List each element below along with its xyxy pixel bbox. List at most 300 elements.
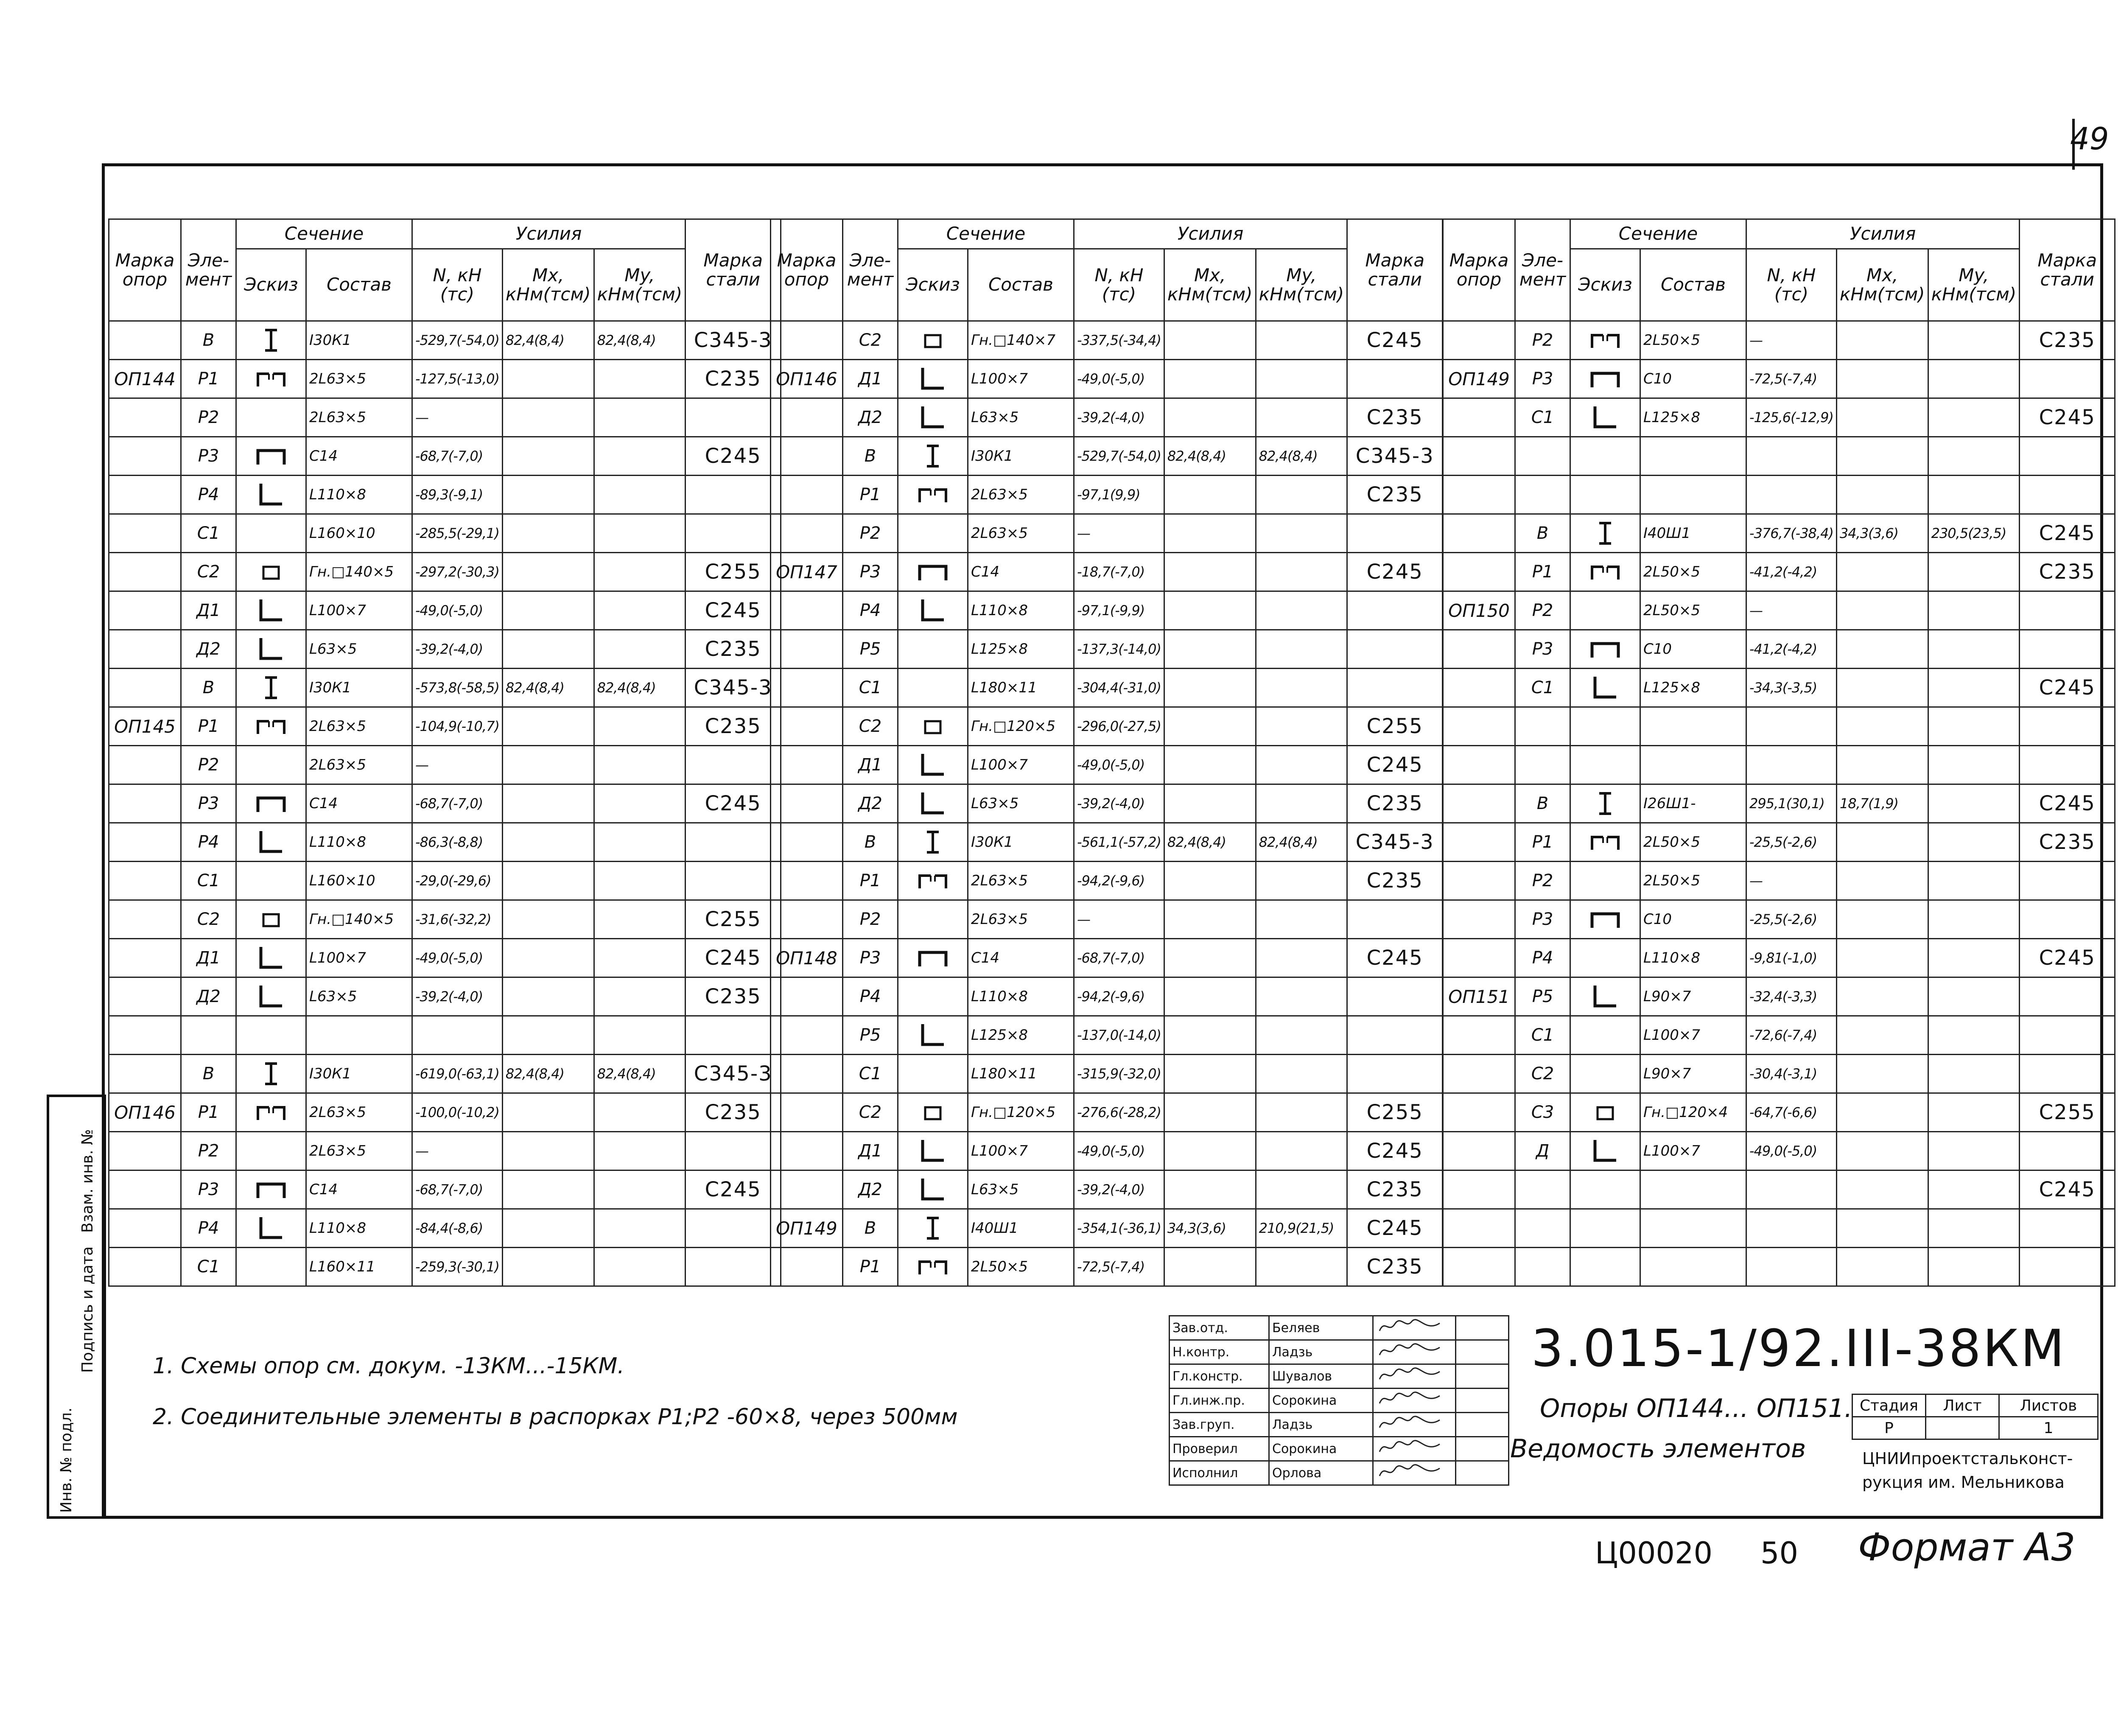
double-angle-section-icon: [918, 873, 948, 890]
steel-grade-cell: [1347, 360, 1443, 398]
moment-y-cell: [1256, 669, 1347, 707]
note-1: 1. Схемы опор см. докум. -13КМ...-15КМ.: [153, 1353, 624, 1379]
composition-cell: L100×7: [306, 591, 412, 630]
element-cell: Р1: [181, 360, 236, 398]
support-mark-cell: [1443, 784, 1515, 823]
axial-force-cell: -297,2(-30,3): [412, 553, 503, 591]
composition-cell: L160×10: [306, 862, 412, 900]
tube-section-icon: [923, 720, 942, 735]
steel-grade-cell: С345-3: [1347, 823, 1443, 862]
moment-y-cell: [594, 514, 686, 553]
steel-grade-cell: [2020, 476, 2115, 514]
moment-y-cell: [1928, 669, 2020, 707]
sketch-cell: [1570, 514, 1640, 553]
header-composition: Состав: [1640, 249, 1746, 321]
header-steel-grade: Марка стали: [686, 219, 781, 321]
support-mark-cell: [1443, 707, 1515, 746]
sketch-cell: [1570, 939, 1640, 977]
sketch-cell: [236, 746, 306, 784]
moment-x-cell: [502, 437, 594, 476]
moment-y-cell: [1928, 1016, 2020, 1055]
moment-y-cell: [594, 591, 686, 630]
moment-x-cell: [502, 784, 594, 823]
support-mark-cell: [109, 900, 181, 939]
table-row: [109, 823, 781, 862]
element-cell: Р3: [1515, 360, 1570, 398]
table-row: [1443, 669, 2115, 707]
sketch-cell: [236, 1016, 306, 1055]
composition-cell: L125×8: [968, 1016, 1074, 1055]
axial-force-cell: [1746, 1248, 1837, 1286]
element-cell: С2: [1515, 1055, 1570, 1093]
moment-y-cell: [1928, 321, 2020, 360]
moment-y-cell: [594, 476, 686, 514]
element-cell: Р4: [843, 591, 898, 630]
moment-x-cell: [502, 707, 594, 746]
composition-cell: L90×7: [1640, 1055, 1746, 1093]
angle-section-icon: [1592, 1139, 1618, 1163]
table-row: [771, 1132, 1443, 1170]
element-cell: В: [843, 1209, 898, 1248]
element-cell: [1515, 707, 1570, 746]
composition-cell: L100×7: [1640, 1016, 1746, 1055]
approval-row: [1170, 1389, 1509, 1413]
moment-x-cell: [1164, 553, 1256, 591]
moment-y-cell: [1928, 900, 2020, 939]
element-cell: Д: [1515, 1132, 1570, 1170]
moment-x-cell: [1164, 784, 1256, 823]
axial-force-cell: —: [412, 746, 503, 784]
axial-force-cell: -104,9(-10,7): [412, 707, 503, 746]
moment-y-cell: [1256, 1016, 1347, 1055]
support-mark-cell: [771, 977, 843, 1016]
support-mark-cell: [771, 591, 843, 630]
moment-x-cell: 82,4(8,4): [502, 669, 594, 707]
steel-grade-cell: С345-3: [686, 321, 781, 360]
table-row: [109, 1055, 781, 1093]
support-mark-cell: [109, 1132, 181, 1170]
composition-cell: L100×7: [968, 360, 1074, 398]
moment-x-cell: [1836, 630, 1928, 669]
moment-y-cell: [594, 1170, 686, 1209]
moment-x-cell: [1836, 900, 1928, 939]
moment-y-cell: [1256, 630, 1347, 669]
sketch-cell: [898, 1248, 968, 1286]
moment-x-cell: [1836, 553, 1928, 591]
sketch-cell: [1570, 862, 1640, 900]
angle-section-icon: [920, 406, 946, 429]
steel-grade-cell: С235: [686, 360, 781, 398]
support-mark-cell: [1443, 1093, 1515, 1132]
support-mark-cell: ОП146: [771, 360, 843, 398]
sketch-cell: [1570, 823, 1640, 862]
sketch-cell: [898, 437, 968, 476]
steel-grade-cell: С235: [1347, 398, 1443, 437]
composition-cell: Гн.□120×5: [968, 707, 1074, 746]
support-mark-cell: [771, 1248, 843, 1286]
axial-force-cell: -561,1(-57,2): [1074, 823, 1164, 862]
composition-cell: L63×5: [968, 784, 1074, 823]
element-cell: С2: [843, 1093, 898, 1132]
side-stamp-inv: Инв. № подл.: [58, 1407, 75, 1513]
moment-x-cell: [1164, 1055, 1256, 1093]
axial-force-cell: [1746, 1209, 1837, 1248]
composition-cell: 2L50×5: [1640, 321, 1746, 360]
composition-cell: L125×8: [968, 630, 1074, 669]
element-cell: Р1: [843, 862, 898, 900]
table-row: [771, 939, 1443, 977]
element-cell: [181, 1016, 236, 1055]
moment-x-cell: [502, 1093, 594, 1132]
header-marka-opor: Марка опор: [771, 219, 843, 321]
element-cell: Р2: [181, 1132, 236, 1170]
support-mark-cell: [1443, 514, 1515, 553]
table-row: [771, 669, 1443, 707]
axial-force-cell: -376,7(-38,4): [1746, 514, 1837, 553]
sketch-cell: [898, 630, 968, 669]
support-mark-cell: [771, 784, 843, 823]
moment-y-cell: [594, 939, 686, 977]
channel-section-icon: [1590, 371, 1620, 388]
moment-x-cell: [1164, 862, 1256, 900]
table-row: [109, 360, 781, 398]
moment-x-cell: 34,3(3,6): [1164, 1209, 1256, 1248]
moment-y-cell: [1256, 900, 1347, 939]
header-section: Сечение: [236, 219, 412, 249]
sketch-cell: [236, 823, 306, 862]
table-row: [1443, 630, 2115, 669]
steel-grade-cell: [686, 476, 781, 514]
header-element: Эле- мент: [843, 219, 898, 321]
header-section: Сечение: [898, 219, 1074, 249]
moment-y-cell: [594, 1132, 686, 1170]
moment-x-cell: [1836, 360, 1928, 398]
moment-y-cell: [1256, 398, 1347, 437]
element-cell: Р2: [843, 900, 898, 939]
approval-row: [1170, 1461, 1509, 1485]
angle-section-icon: [258, 637, 284, 661]
table-row: [771, 514, 1443, 553]
element-cell: Р4: [181, 1209, 236, 1248]
support-mark-cell: [1443, 900, 1515, 939]
moment-x-cell: [502, 823, 594, 862]
support-mark-cell: [1443, 1248, 1515, 1286]
axial-force-cell: -9,81(-1,0): [1746, 939, 1837, 977]
moment-x-cell: [1836, 1132, 1928, 1170]
table-row: [771, 398, 1443, 437]
moment-y-cell: 82,4(8,4): [594, 321, 686, 360]
table-row: [109, 321, 781, 360]
table-row: [109, 398, 781, 437]
steel-grade-cell: [2020, 437, 2115, 476]
moment-y-cell: [1928, 437, 2020, 476]
steel-grade-cell: С345-3: [686, 1055, 781, 1093]
composition-cell: I30К1: [306, 669, 412, 707]
support-mark-cell: [1443, 862, 1515, 900]
moment-y-cell: [1928, 1248, 2020, 1286]
support-mark-cell: [109, 1016, 181, 1055]
axial-force-cell: -49,0(-5,0): [412, 939, 503, 977]
side-stamp: [47, 1095, 106, 1519]
composition-cell: L160×11: [306, 1248, 412, 1286]
moment-y-cell: [594, 398, 686, 437]
document-title-line2: Ведомость элементов: [1510, 1434, 1806, 1464]
sketch-cell: [1570, 437, 1640, 476]
steel-grade-cell: С245: [2020, 1170, 2115, 1209]
composition-cell: L110×8: [306, 476, 412, 514]
sketch-cell: [1570, 360, 1640, 398]
steel-grade-cell: [2020, 862, 2115, 900]
element-cell: Д2: [843, 398, 898, 437]
moment-y-cell: [1256, 591, 1347, 630]
axial-force-cell: -285,5(-29,1): [412, 514, 503, 553]
axial-force-cell: -18,7(-7,0): [1074, 553, 1164, 591]
support-mark-cell: [109, 746, 181, 784]
header-forces: Усилия: [412, 219, 686, 249]
sketch-cell: [1570, 669, 1640, 707]
support-mark-cell: ОП147: [771, 553, 843, 591]
moment-x-cell: [502, 360, 594, 398]
steel-grade-cell: [1347, 977, 1443, 1016]
steel-grade-cell: С235: [1347, 862, 1443, 900]
table-row: [1443, 1055, 2115, 1093]
moment-y-cell: [1256, 1132, 1347, 1170]
steel-grade-cell: С235: [2020, 321, 2115, 360]
support-mark-cell: [771, 900, 843, 939]
moment-y-cell: [594, 1016, 686, 1055]
side-stamp-replaced-inv: Взам. инв. №: [79, 1129, 96, 1233]
axial-force-cell: -354,1(-36,1): [1074, 1209, 1164, 1248]
sketch-cell: [1570, 746, 1640, 784]
moment-y-cell: [1256, 321, 1347, 360]
approval-name: Сорокина: [1269, 1389, 1373, 1413]
table-row: [109, 591, 781, 630]
table-row: [1443, 823, 2115, 862]
support-mark-cell: [771, 514, 843, 553]
moment-x-cell: [502, 1170, 594, 1209]
steel-grade-cell: С235: [686, 707, 781, 746]
axial-force-cell: -89,3(-9,1): [412, 476, 503, 514]
support-mark-cell: ОП144: [109, 360, 181, 398]
moment-x-cell: [1836, 1093, 1928, 1132]
moment-x-cell: [1836, 862, 1928, 900]
steel-grade-cell: [1347, 630, 1443, 669]
steel-grade-cell: [1347, 1016, 1443, 1055]
composition-cell: Гн.□140×5: [306, 900, 412, 939]
sketch-cell: [1570, 1248, 1640, 1286]
support-mark-cell: [109, 591, 181, 630]
steel-grade-cell: [1347, 591, 1443, 630]
sketch-cell: [898, 321, 968, 360]
moment-x-cell: [502, 1016, 594, 1055]
steel-grade-cell: [2020, 1209, 2115, 1248]
axial-force-cell: -97,1(-9,9): [1074, 591, 1164, 630]
sketch-cell: [898, 784, 968, 823]
composition-cell: I40Ш1: [1640, 514, 1746, 553]
support-mark-cell: ОП145: [109, 707, 181, 746]
approval-row: [1170, 1437, 1509, 1461]
support-mark-cell: [771, 862, 843, 900]
composition-cell: L63×5: [968, 398, 1074, 437]
element-cell: С2: [843, 707, 898, 746]
element-cell: В: [181, 669, 236, 707]
moment-x-cell: 82,4(8,4): [502, 321, 594, 360]
support-mark-cell: [771, 1132, 843, 1170]
header-section: Сечение: [1570, 219, 1746, 249]
axial-force-cell: -49,0(-5,0): [1074, 360, 1164, 398]
sketch-cell: [236, 476, 306, 514]
tube-section-icon: [262, 565, 280, 580]
tube-section-icon: [923, 333, 942, 349]
moment-y-cell: [1256, 1248, 1347, 1286]
composition-cell: L100×7: [1640, 1132, 1746, 1170]
moment-y-cell: [1928, 398, 2020, 437]
composition-cell: [1640, 476, 1746, 514]
composition-cell: L110×8: [306, 823, 412, 862]
table-row: [109, 862, 781, 900]
table-row: [771, 862, 1443, 900]
approval-name: Ладзь: [1269, 1340, 1373, 1364]
steel-grade-cell: [2020, 1248, 2115, 1286]
moment-y-cell: [1256, 1093, 1347, 1132]
steel-grade-cell: [686, 862, 781, 900]
support-mark-cell: [771, 398, 843, 437]
moment-x-cell: 18,7(1,9): [1836, 784, 1928, 823]
axial-force-cell: -276,6(-28,2): [1074, 1093, 1164, 1132]
axial-force-cell: -41,2(-4,2): [1746, 553, 1837, 591]
element-cell: В: [843, 823, 898, 862]
moment-y-cell: [1256, 360, 1347, 398]
steel-grade-cell: С245: [1347, 321, 1443, 360]
i-beam-section-icon: [1597, 521, 1614, 545]
table-row: [1443, 360, 2115, 398]
axial-force-cell: -125,6(-12,9): [1746, 398, 1837, 437]
angle-section-icon: [1592, 406, 1618, 429]
table-row: [1443, 707, 2115, 746]
moment-y-cell: [1256, 862, 1347, 900]
axial-force-cell: -68,7(-7,0): [1074, 939, 1164, 977]
moment-x-cell: 34,3(3,6): [1836, 514, 1928, 553]
moment-x-cell: [1836, 1170, 1928, 1209]
steel-grade-cell: С245: [2020, 939, 2115, 977]
moment-x-cell: 82,4(8,4): [1164, 437, 1256, 476]
steel-grade-cell: С235: [686, 1093, 781, 1132]
support-mark-cell: [771, 321, 843, 360]
header-sketch: Эскиз: [898, 249, 968, 321]
angle-section-icon: [920, 1023, 946, 1047]
support-mark-cell: [1443, 823, 1515, 862]
support-mark-cell: [1443, 746, 1515, 784]
composition-cell: L110×8: [968, 977, 1074, 1016]
axial-force-cell: -72,6(-7,4): [1746, 1016, 1837, 1055]
support-mark-cell: [109, 1170, 181, 1209]
double-angle-section-icon: [1590, 834, 1620, 851]
composition-cell: С14: [968, 553, 1074, 591]
axial-force-cell: -29,0(-29,6): [412, 862, 503, 900]
double-angle-section-icon: [918, 487, 948, 504]
table-row: [109, 1209, 781, 1248]
moment-x-cell: [502, 746, 594, 784]
sketch-cell: [898, 823, 968, 862]
sketch-cell: [1570, 1055, 1640, 1093]
moment-x-cell: [1836, 591, 1928, 630]
composition-cell: С10: [1640, 360, 1746, 398]
sheets-value: 1: [1999, 1417, 2098, 1439]
side-stamp-signature-date: Подпись и дата: [79, 1246, 96, 1373]
composition-cell: L125×8: [1640, 398, 1746, 437]
channel-section-icon: [918, 950, 948, 967]
element-cell: В: [181, 321, 236, 360]
axial-force-cell: -39,2(-4,0): [412, 977, 503, 1016]
support-mark-cell: [1443, 398, 1515, 437]
angle-section-icon: [258, 483, 284, 507]
composition-cell: I26Ш1-: [1640, 784, 1746, 823]
steel-grade-cell: С245: [2020, 784, 2115, 823]
approval-signature: [1373, 1316, 1456, 1340]
sketch-cell: [236, 437, 306, 476]
approval-role: Проверил: [1170, 1437, 1269, 1461]
composition-cell: L110×8: [306, 1209, 412, 1248]
composition-cell: 2L63×5: [968, 476, 1074, 514]
sketch-cell: [898, 746, 968, 784]
table-row: [1443, 746, 2115, 784]
steel-grade-cell: [2020, 900, 2115, 939]
channel-section-icon: [1590, 912, 1620, 929]
header-composition: Состав: [968, 249, 1074, 321]
table-row: [771, 746, 1443, 784]
approval-role: Гл.инж.пр.: [1170, 1389, 1269, 1413]
axial-force-cell: [1746, 476, 1837, 514]
support-mark-cell: ОП149: [1443, 360, 1515, 398]
moment-y-cell: [1256, 514, 1347, 553]
axial-force-cell: -94,2(-9,6): [1074, 862, 1164, 900]
axial-force-cell: -259,3(-30,1): [412, 1248, 503, 1286]
moment-x-cell: [1164, 476, 1256, 514]
axial-force-cell: -86,3(-8,8): [412, 823, 503, 862]
sketch-cell: [898, 707, 968, 746]
double-angle-section-icon: [256, 719, 286, 736]
steel-grade-cell: С235: [1347, 1170, 1443, 1209]
approval-name: Орлова: [1269, 1461, 1373, 1485]
sketch-cell: [1570, 321, 1640, 360]
sketch-cell: [898, 398, 968, 437]
support-mark-cell: [109, 476, 181, 514]
approval-signature: [1373, 1340, 1456, 1364]
moment-x-cell: [1164, 746, 1256, 784]
sheets-label: Листов: [1999, 1394, 2098, 1417]
moment-x-cell: [1164, 707, 1256, 746]
moment-y-cell: [1256, 746, 1347, 784]
approval-date: [1456, 1389, 1509, 1413]
table-row: [109, 1016, 781, 1055]
support-mark-cell: [771, 669, 843, 707]
composition-cell: Гн.□140×5: [306, 553, 412, 591]
composition-cell: L90×7: [1640, 977, 1746, 1016]
element-cell: Р4: [843, 977, 898, 1016]
steel-grade-cell: [2020, 707, 2115, 746]
steel-grade-cell: С245: [1347, 746, 1443, 784]
composition-cell: 2L63×5: [306, 360, 412, 398]
document-title-line1: Опоры ОП144... ОП151.: [1540, 1394, 1852, 1423]
sketch-cell: [1570, 553, 1640, 591]
table-row: [771, 1016, 1443, 1055]
element-cell: В: [843, 437, 898, 476]
moment-y-cell: [1256, 707, 1347, 746]
support-mark-cell: [109, 553, 181, 591]
i-beam-section-icon: [924, 444, 941, 468]
sheet-label: Лист: [1926, 1394, 1999, 1417]
axial-force-cell: —: [412, 398, 503, 437]
